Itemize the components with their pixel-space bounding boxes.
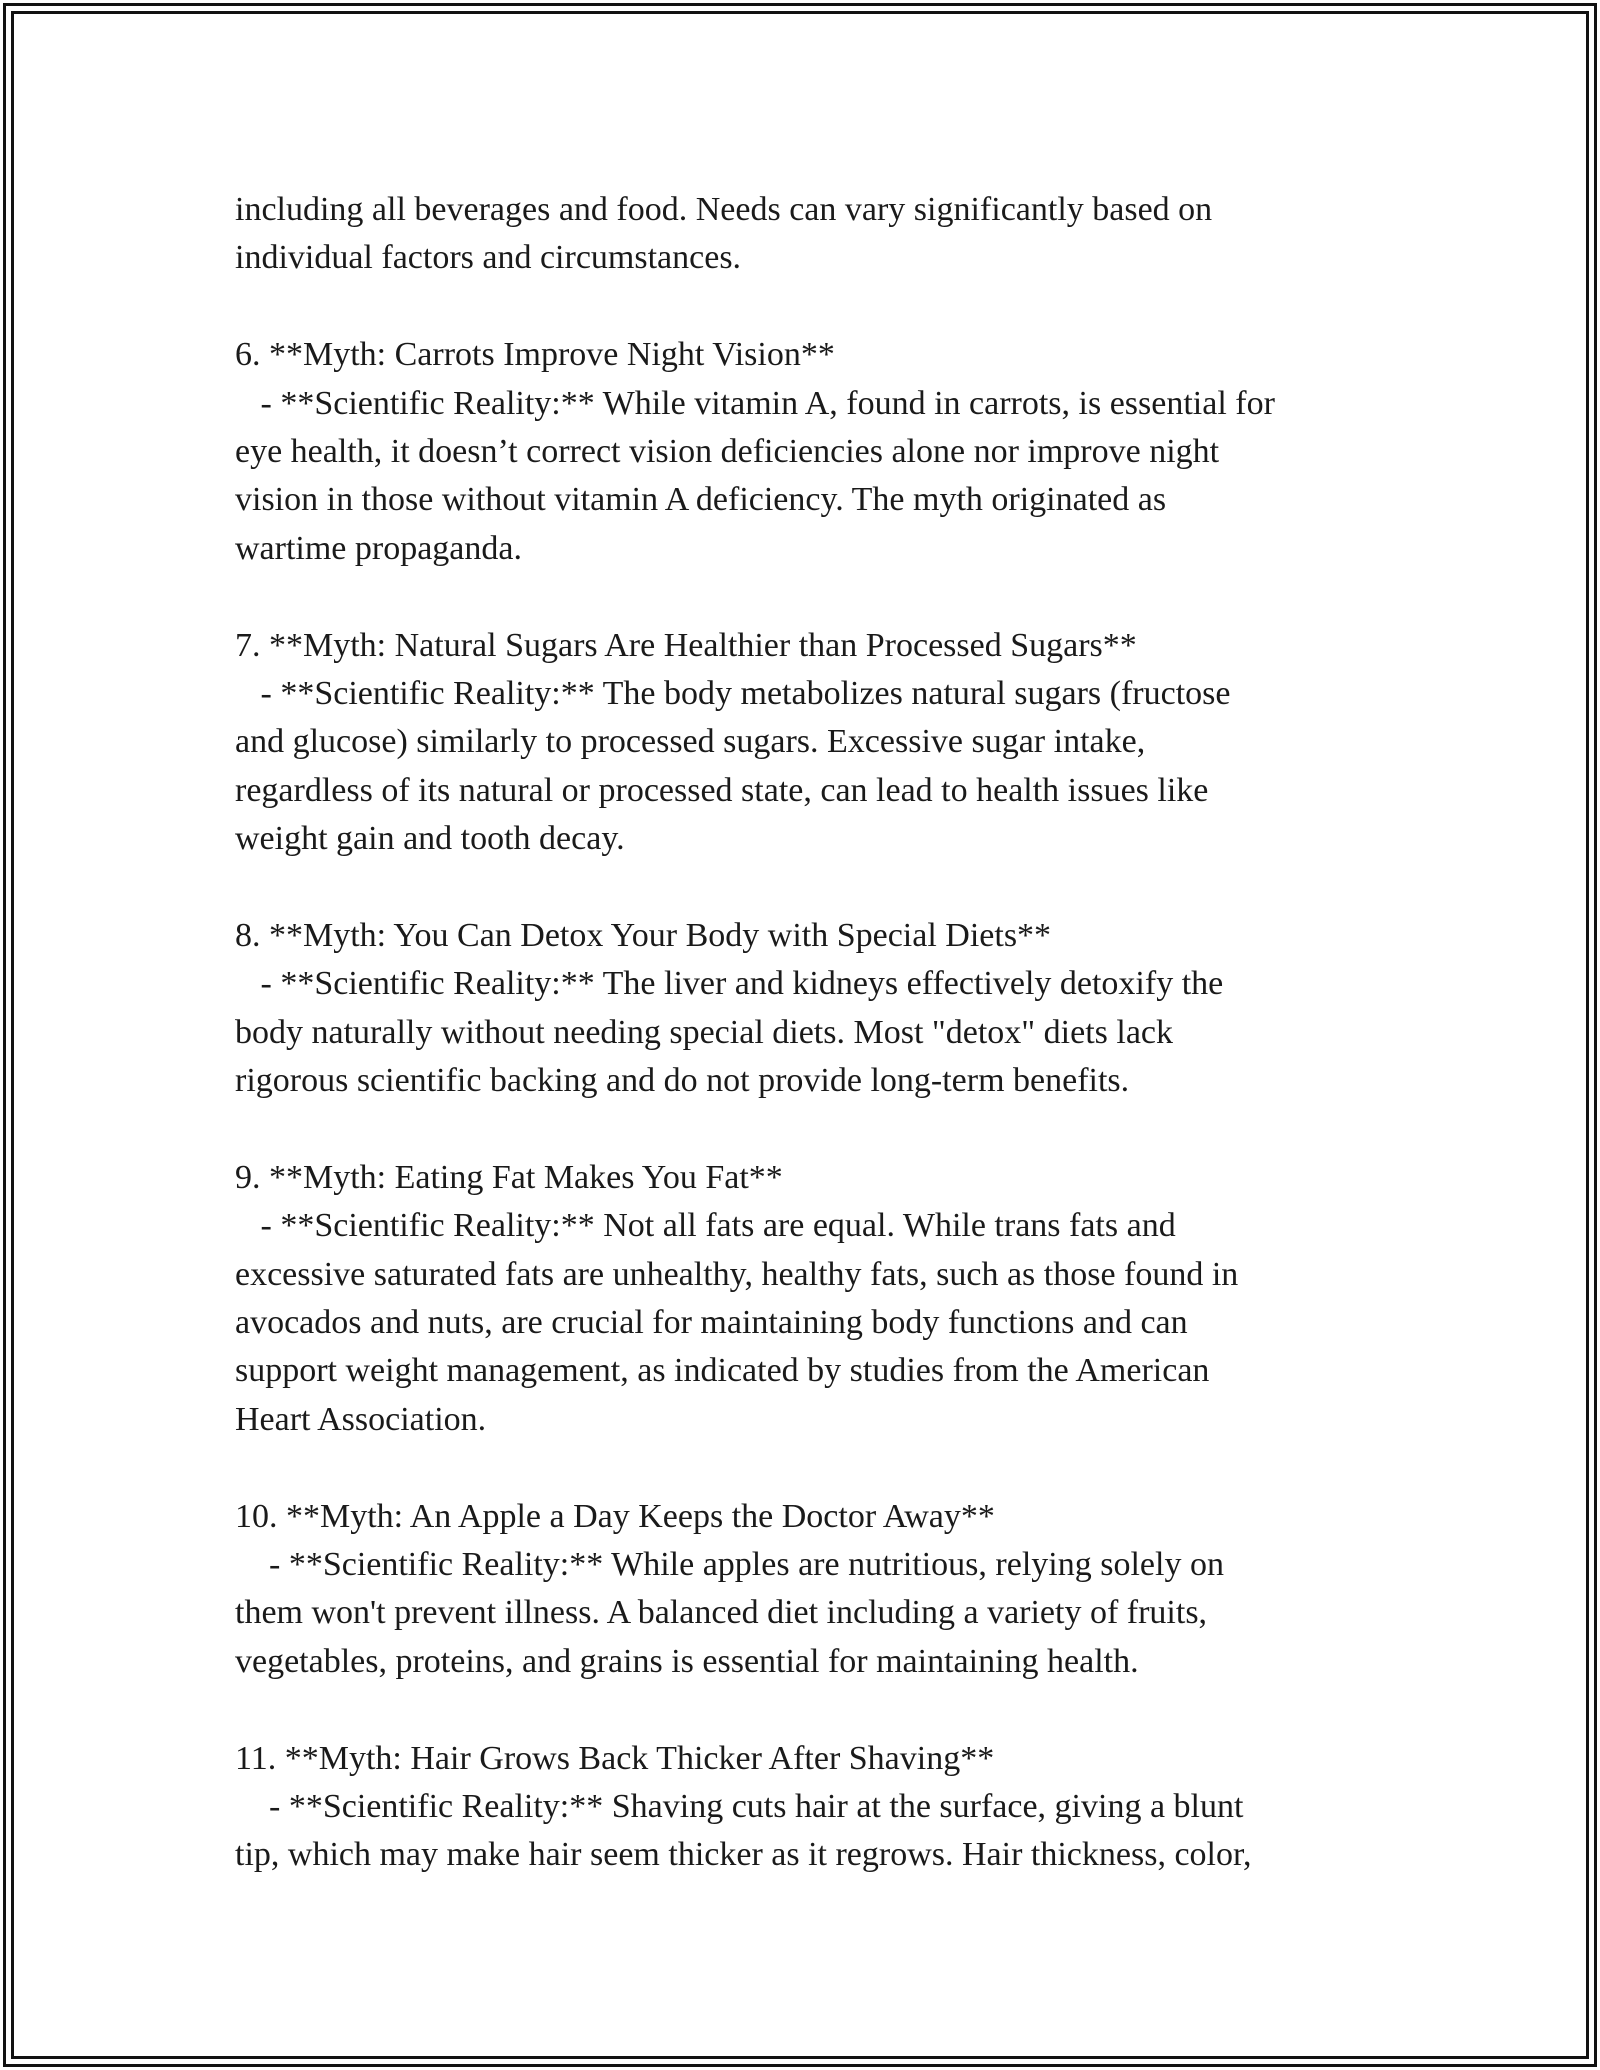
myth-item-8 [235, 912, 1385, 1106]
text-line: vision in those without vitamin A deficiency. The myth originated as [235, 481, 1167, 519]
myth-item-7 [235, 622, 1385, 864]
text-line: excessive saturated fats are unhealthy, healthy fats, such as those found in [235, 1255, 1239, 1293]
myth-item-6 [235, 331, 1385, 573]
text-line: Heart Association. [235, 1400, 487, 1438]
text-line: regardless of its natural or processed state, can lead to health issues like [235, 771, 1209, 809]
myth-item-11 [235, 1735, 1385, 1880]
text-line: eye health, it doesn’t correct vision deficiencies alone nor improve night [235, 432, 1220, 470]
text-line: vegetables, proteins, and grains is essential for maintaining health. [235, 1642, 1139, 1680]
text-line: tip, which may make hair seem thicker as it regrows. Hair thickness, color, [235, 1836, 1252, 1874]
myth-heading: 6. **Myth: Carrots Improve Night Vision** [235, 336, 835, 374]
text-line: and glucose) similarly to processed sugars. Excessive sugar intake, [235, 723, 1146, 761]
text-line: - **Scientific Reality:** The liver and kidneys effectively detoxify the [235, 965, 1224, 1003]
text-line: rigorous scientific backing and do not provide long-term benefits. [235, 1062, 1130, 1100]
myth-item-10 [235, 1493, 1385, 1687]
text-line: - **Scientific Reality:** While vitamin A, found in carrots, is essential for [235, 384, 1275, 422]
myth-heading: 9. **Myth: Eating Fat Makes You Fat** [235, 1158, 783, 1196]
text-line: them won't prevent illness. A balanced diet including a variety of fruits, [235, 1594, 1208, 1632]
text-line: - **Scientific Reality:** The body metabolizes natural sugars (fructose [235, 674, 1231, 712]
myth-heading: 10. **Myth: An Apple a Day Keeps the Doctor Away** [235, 1497, 995, 1535]
intro-paragraph [235, 186, 1385, 283]
myth-heading: 11. **Myth: Hair Grows Back Thicker After Shaving** [235, 1739, 995, 1777]
document-body [235, 186, 1385, 1880]
paragraph-gap [235, 1686, 1385, 1734]
text-line: including all beverages and food. Needs can vary significantly based on [235, 191, 1213, 228]
paragraph-gap [235, 573, 1385, 621]
text-line: - **Scientific Reality:** Shaving cuts hair at the surface, giving a blunt [235, 1787, 1244, 1825]
myth-heading: 8. **Myth: You Can Detox Your Body with Special Diets** [235, 916, 1052, 954]
paragraph-gap [235, 1444, 1385, 1492]
text-line: - **Scientific Reality:** While apples are nutritious, relying solely on [235, 1545, 1224, 1583]
text-line: body naturally without needing special diets. Most "detox" diets lack [235, 1013, 1174, 1051]
paragraph-gap [235, 283, 1385, 331]
text-line: - **Scientific Reality:** Not all fats are equal. While trans fats and [235, 1207, 1176, 1245]
text-line: individual factors and circumstances. [235, 239, 742, 277]
text-line: avocados and nuts, are crucial for maintaining body functions and can [235, 1303, 1188, 1341]
myth-item-9 [235, 1154, 1385, 1444]
text-line: wartime propaganda. [235, 529, 522, 567]
paragraph-gap [235, 1105, 1385, 1153]
text-line: support weight management, as indicated by studies from the American [235, 1352, 1210, 1390]
text-line: weight gain and tooth decay. [235, 820, 625, 858]
myth-heading: 7. **Myth: Natural Sugars Are Healthier than Processed Sugars** [235, 626, 1137, 664]
paragraph-gap [235, 863, 1385, 911]
